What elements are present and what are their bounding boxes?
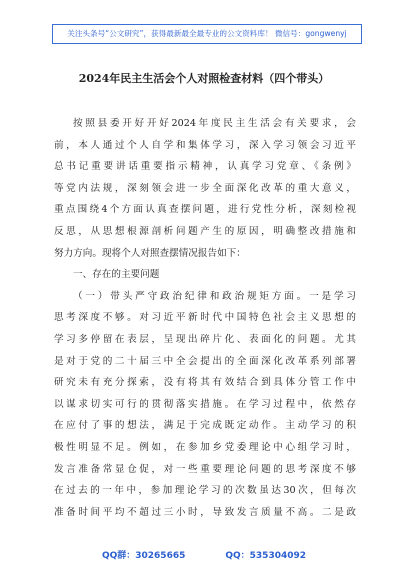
document-line: 是对于党的二十届三中全会提出的全面深化改革系列部署	[54, 355, 356, 367]
document-body	[54, 113, 356, 523]
document-line: 学习多停留在表层，呈现出碎片化、表面化的问题。尤其	[54, 333, 356, 345]
document-line: 准备时间平均不超过三小时，导致发言质量不高。二是政	[54, 506, 356, 518]
document-title: 2024年民主生活会个人对照检查材料（四个带头）	[78, 72, 330, 85]
document-line: 发言准备常显仓促，对一些重要理论问题的思考深度不够	[54, 463, 356, 475]
document-line: 按照县委开好开好2024年度民主生活会有关要求，会	[73, 118, 356, 129]
document-line: 极性明显不足。例如，在参加乡党委理论中心组学习时，	[54, 441, 356, 453]
document-line: 努力方向。现将个人对照查摆情况报告如下：	[54, 247, 246, 259]
promo-banner: 关注头条号“公文研究”，获得最新最全最专业的公文资料库！ 微信号：gongwenyj	[52, 24, 362, 44]
document-line: 总书记重要讲话重要指示精神，认真学习党章、《条例》	[54, 161, 356, 173]
qq-contact-label: QQ：535304092	[225, 551, 307, 561]
document-line: 在应付了事的想法，满足于完成既定动作。主动学习的积	[54, 420, 356, 432]
contact-footer	[0, 546, 408, 566]
document-line: （一）带头严守政治纪律和政治规矩方面。一是学习	[73, 290, 356, 302]
document-line: 等党内法规，深刻领会进一步全面深化改革的重大意义，	[54, 182, 356, 194]
document-line: 反思，从思想根源剖析问题产生的原因，明确整改措施和	[54, 225, 356, 237]
document-line: 重点围绕4个方面认真查摆问题，进行党性分析，深刻检视	[54, 204, 356, 216]
qq-group-label: QQ群：30265665	[101, 551, 186, 561]
document-line: 研究未有充分探索，没有将其有效结合到具体分管工作中	[54, 377, 356, 389]
document-line: 在过去的一年中，参加理论学习的次数虽达30次，但每次	[54, 485, 356, 497]
document-line: 以谋求切实可行的贯彻落实措施。在学习过程中，依然存	[54, 398, 356, 410]
document-line: 思考深度不够。对习近平新时代中国特色社会主义思想的	[54, 312, 356, 324]
document-line: 前，本人通过个人自学和集体学习，深入学习领会习近平	[54, 139, 356, 151]
document-line: 一、存在的主要问题	[73, 269, 160, 281]
